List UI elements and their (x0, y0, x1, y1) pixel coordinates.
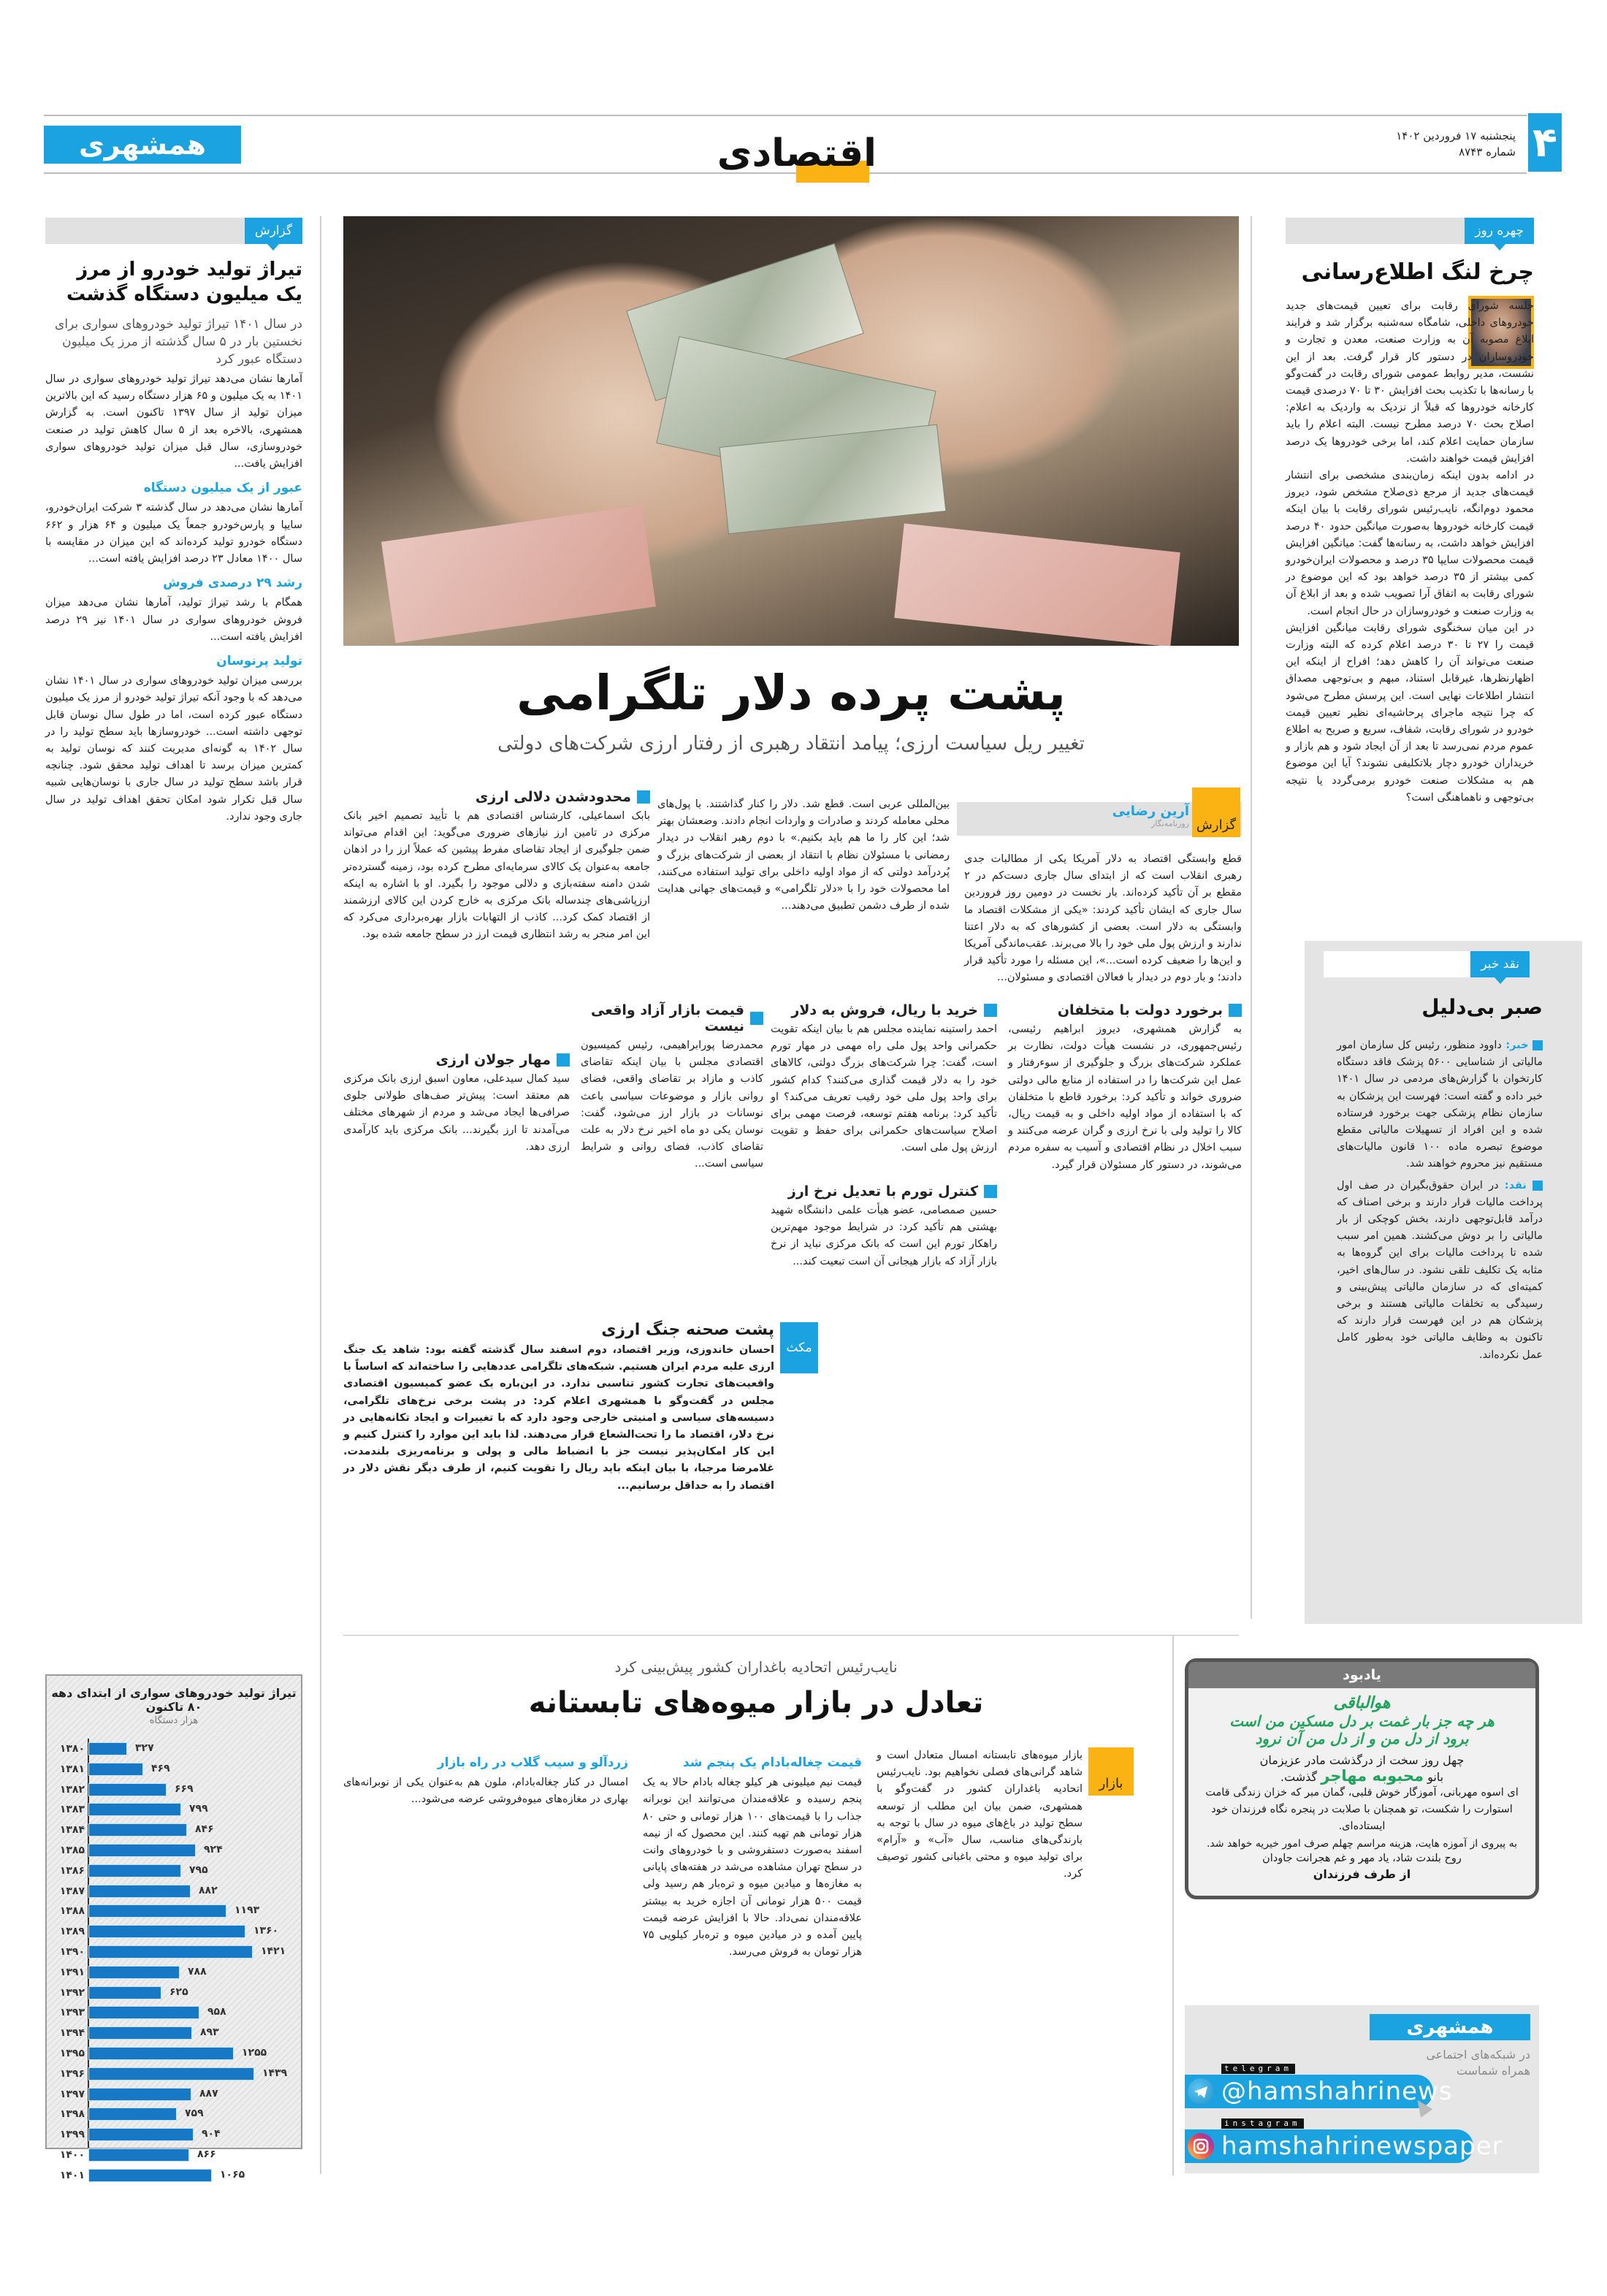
chart-bar (89, 1784, 166, 1796)
chart-bar-row (47, 1943, 301, 1964)
section-body: سید کمال سیدعلی، معاون اسبق ارزی بانک مرکزی هم معتقد است: پیش‌تر صف‌های طولانی جلوی صرافی‌ها ایجاد می‌شد و مردم از شهرهای مختلف می‌آمدند تا ارز بگیرند... بانک مرکزی باید کارآمدی ارزی دهد. (343, 1073, 570, 1153)
car-report-title: تیراژ تولید خودرو از مرز یک میلیون دستگاه گذشت (66, 259, 302, 305)
chart-bar (89, 1804, 180, 1815)
chart-value-label: ۱۴۳۹ (262, 2067, 288, 2079)
chart-value-label: ۱۰۶۵ (220, 2168, 245, 2181)
chart-category-label: ۱۳۸۵ (59, 1844, 85, 1856)
memorial-verse-1: هر چه جز بار غمت بر دل مسکین من است (1229, 1712, 1495, 1730)
chart-value-label: ۴۶۹ (151, 1762, 170, 1774)
chart-bar-row (47, 2146, 301, 2167)
section-heading: خرید با ریال، فروش به دلار (771, 1002, 997, 1018)
face-para-1: جلسه شورای رقابت برای تعیین قیمت‌های جدید خودروهای داخلی، شامگاه سه‌شنبه برگزار شد و فرایند ابلاغ مصوبه آن به وزارت صنعت، معدن و تجارت و خودروسازان در دستور کار قرار گرفت. بعد از این نشست، مدیر روابط عمومی شورای رقابت در گفت‌وگو با رسانه‌ها با تکذیب بحث افزایش ۳۰ تا ۷۰ درصدی قیمت کارخانه خودروها که قبلاً از نزدیک به واردیک به اعلام: اصلاح بحث ۷۰ درصد مطرح نیست. البته اعلام را باید سازمان حمایت اعلام کند، اما برخی خودروها یک درصد افزایش قیمت خواهند داشت. (1286, 300, 1534, 465)
telegram-link[interactable] (1185, 2075, 1453, 2108)
chart-bar (89, 1743, 126, 1755)
chart-bar (89, 1845, 195, 1856)
fruit-col2 (643, 1747, 862, 1961)
news-label: خبر: (1505, 1040, 1529, 1051)
chart-category-label: ۱۳۸۹ (59, 1926, 85, 1938)
chart-bar (89, 1763, 142, 1775)
chart-value-label: ۸۸۲ (199, 1884, 218, 1896)
chart-bar-row (47, 2086, 301, 2106)
chart-category-label: ۱۳۸۲ (59, 1783, 85, 1796)
chart-value-label: ۶۶۹ (175, 1782, 194, 1795)
car-report-intro: آمارها نشان می‌دهد تیراژ تولید خودروهای سواری در سال ۱۴۰۱ به یک میلیون و ۶۵ هزار دستگاه رسید که این بالاترین میزان تولید از سال ۱۳۹۷ تاکنون است. به گزارش همشهری، بالاخره بعد از ۵ سال کاهش تولید در صنعت خودروسازی، سال قبل میزان تولید خودروهای سواری افزایش یافت... (45, 373, 303, 470)
chart-bar (89, 2027, 191, 2039)
section-heading: برخورد دولت با متخلفان (1008, 1002, 1242, 1018)
instagram-icon (1188, 2133, 1214, 2159)
telegram-tag: telegram (1221, 2064, 1295, 2074)
news-critique-kicker-bar (1324, 951, 1530, 977)
bullet-square-icon (984, 1004, 997, 1017)
chart-category-label: ۱۳۸۸ (59, 1905, 85, 1918)
currency-war-title: پشت صحنه جنگ ارزی (601, 1321, 774, 1339)
chart-category-label: ۱۳۹۳ (59, 2007, 85, 2019)
fruit-col3 (343, 1747, 628, 1809)
instagram-link[interactable] (1185, 2129, 1503, 2163)
chart-category-label: ۱۳۸۴ (59, 1824, 85, 1837)
fruit-title: تعادل در بازار میوه‌های تابستانه (528, 1686, 984, 1720)
chart-bar (89, 2170, 211, 2181)
fruit-overline: نایب‌رئیس اتحادیه باغداران کشور پیش‌بینی کرد (614, 1658, 898, 1676)
section-inflation-control (771, 1183, 997, 1270)
chart-bar (89, 1865, 180, 1877)
divider-left (320, 216, 321, 2174)
face-of-day-kicker-bar (1286, 218, 1534, 244)
issue-number: شماره ۸۷۴۳ (1459, 145, 1516, 159)
chart-value-label: ۷۹۵ (189, 1864, 208, 1876)
critique-label: نقد: (1504, 1179, 1527, 1191)
chart-bar-row (47, 1821, 301, 1842)
car-subtext-2: همگام با رشد تیراژ تولید، آمارها نشان می‌دهد میزان فروش خودروهای سواری در سال ۱۴۰۱ نیز ۲۹ درصد افزایش یافته است... (45, 597, 302, 643)
car-report-body (45, 371, 302, 825)
currency-war-text: احسان خاندوزی، وزیر اقتصاد، دوم اسفند سال گذشته گفته بود: شاهد یک جنگ ارزی علیه مردم ایران هستیم. شبکه‌های تلگرامی عددهایی را ساخته‌اند که اساساً با واقعیت‌های تجارت کشور تناسبی ندارد. در این‌باره یک عضو کمیسیون اقتصادی مجلس در گفت‌وگو با همشهری اعلام کرد: در پشت برخی نرخ‌های تلگرامی، دسیسه‌های سیاسی و امنیتی خارجی وجود دارد که با تغییرات و ایجاد تکانه‌هایی در نرخ دلار، اقتصاد ما را تحت‌الشعاع قرار می‌دهند. لذا باید این موارد را کنترل کنیم و این کار امکان‌پذیر نیست جز با انضباط مالی و پولی و برنامه‌ریزی بلندمدت. غلامرضا مرجبا، با بیان اینکه باید ریال را تقویت کنیم، از طرف دیگر نقش دلار در اقتصاد را به حداقل برسانیم... (343, 1344, 774, 1492)
chart-bar-row (47, 1761, 301, 1781)
memorial-farewell: روح بلندت شاد، یاد مهر و غم هجرانت جاودان (1262, 1853, 1462, 1864)
fruit-subtext-2: امسال در کنار چغاله‌بادام، ملون هم به‌عنوان یکی از نوبرانه‌های بهاری در مغازه‌های میوه‌فروشی عرضه می‌شود... (343, 1777, 628, 1806)
section-government-action (1008, 1002, 1242, 1174)
chart-bar (89, 2068, 253, 2080)
page-number: ۴ (1528, 113, 1562, 172)
chart-value-label: ۸۹۳ (200, 2026, 219, 2039)
chart-value-label: ۷۹۹ (189, 1803, 208, 1815)
chart-bar-row (47, 2167, 301, 2187)
news-critique-title: صبر بی‌دلیل (1421, 995, 1543, 1019)
divider-fruit-right (1172, 1635, 1174, 2175)
social-media-box (1185, 2005, 1539, 2173)
chart-bar-row (47, 2065, 301, 2086)
section-heading: مهار جولان ارزی (343, 1052, 570, 1068)
telegram-handle: @hamshahrinews (1221, 2077, 1453, 2106)
car-report-kicker-bar (45, 218, 302, 244)
memorial-signature: از طرف فرزندان (1313, 1867, 1411, 1881)
chart-category-label: ۱۳۸۶ (59, 1864, 85, 1877)
section-body: احمد راستینه نماینده مجلس هم با بیان اینکه تقویت حکمرانی واحد پول ملی راه مهمی در مهار تورم است، گفت: چرا شرکت‌های بزرگ دولتی، کالاهای خود را به دلار قیمت گذاری می‌کنند؟ کدام کشور برای واحد پول ملی خود رقیب تعریف می‌کند؟ او تأکید کرد: برنامه هفتم توسعه، فرصت مهمی برای اصلاح سیاست‌های حکمرانی برای حفظ و تقویت ارزش پول ملی است. (771, 1023, 997, 1154)
chart-value-label: ۳۲۷ (135, 1742, 154, 1754)
currency-war-box (343, 1321, 774, 1495)
photo-banknotes-4 (381, 506, 656, 644)
chart-bar (89, 1905, 226, 1917)
chart-category-label: ۱۳۹۷ (59, 2088, 85, 2100)
photo-banknotes-5 (894, 523, 1180, 646)
chart-value-label: ۷۸۸ (188, 1965, 207, 1977)
chart-category-label: ۱۳۹۵ (59, 2047, 85, 2059)
section-logo (717, 131, 884, 184)
section-title: اقتصادی (717, 131, 877, 175)
chart-bar-row (47, 1862, 301, 1883)
chart-bar-row (47, 2105, 301, 2126)
chart-bar (89, 1987, 161, 1999)
car-subhead-1: عبور از یک میلیون دستگاه (143, 481, 302, 496)
fruit-subhead-1: قیمت چغاله‌بادام یک پنجم شد (682, 1755, 862, 1770)
memorial-paragraph: ای اسوه مهربانی، آموزگار خوش قلبی، گمان مبر که خزان زندگی قامت استوارت را شکست، تو همچنان با صلابت در پنجره نگاه فرزندان خود ایستاده‌ای. (1205, 1787, 1519, 1832)
news-paragraph (1337, 1037, 1543, 1173)
face-of-day-title: چرخ لنگ اطلاع‌رسانی (1301, 259, 1534, 285)
car-subhead-2: رشد ۲۹ درصدی فروش (163, 576, 302, 591)
chart-bar-row (47, 1740, 301, 1761)
chart-bar (89, 2048, 233, 2059)
chart-bar (89, 1824, 186, 1836)
main-intro-col2: بین‌المللی عربی است. قطع شد. دلار را کنار گذاشتند. با پول‌های محلی معامله کردند و صادرات و واردات انجام دادند. وضعشان بهتر شد؛ این کار را ما هم باید بکنیم.» با دوم رهبر انقلاب در دیدار رمضانی با مسئولان نظام با انتقاد از بعضی از شرکت‌های بزرگ و پُردرآمد دولتی که از مواد اولیه داخلی برای تولید استفاده می‌کنند، اما محصولات خود را با «دلار تلگرامی» و قیمت‌های جهانی هدایت شده از طرف دشمن تطبیق می‌دهند... (657, 798, 950, 912)
chart-category-label: ۱۳۹۸ (59, 2108, 85, 2121)
fruit-top-rule (343, 1635, 1239, 1636)
chart-category-label: ۱۳۸۱ (59, 1763, 85, 1775)
fruit-intro-text: بازار میوه‌های تابستانه امسال متعادل است و شاهد گرانی‌های فصلی نخواهیم بود. نایب‌رئیس اتحادیه باغداران کشور در گفت‌وگو با همشهری، ضمن بیان این مطلب از توسعه سطح تولید در باغ‌های میوه در سال با توجه به بارندگی‌های مناسب، سال «آب» و «آرام» برای تولید میوه و محتی باغبانی کشور توصیف کرد. (877, 1750, 1083, 1880)
chart-value-label: ۹۰۴ (202, 2128, 221, 2140)
instagram-handle: hamshahrinewspaper (1221, 2132, 1503, 2161)
chart-value-label: ۹۵۸ (207, 2006, 226, 2018)
chart-bar (89, 1946, 252, 1958)
face-para-2: در ادامه بدون اینکه زمان‌بندی مشخصی برای انتشار قیمت‌های جدید از مرجع ذی‌صلاح مشخص شود، دیروز محمود دوم‌انگه، نایب‌رئیس شورای رقابت با بیان اینکه قیمت کارخانه خودروها به‌صورت میانگین حدود ۴۰ درصد افزایش خواهد داشت، به رسانه‌ها گفت: میانگین افزایش قیمت محصولات سایپا ۳۵ درصد و محصولات ایران‌خودرو کمی بیشتر از ۳۵ درصد خواهد بود که این موضوع در شورای رقابت به اتفاق آرا تصویب شده و بعد از ابلاغ آن به وزارت صنعت و خودروسازان در حال انجام است. (1286, 470, 1535, 617)
news-critique-box (1305, 941, 1582, 1624)
chart-value-label: ۸۴۶ (195, 1823, 214, 1836)
bullet-square-icon (1229, 1004, 1242, 1017)
social-brand-logo[interactable]: همشهری (1370, 2014, 1530, 2040)
chart-bar-row (47, 1781, 301, 1801)
fruit-intro (877, 1747, 1083, 1883)
car-production-chart (45, 1674, 302, 2181)
chart-bar (89, 2108, 176, 2120)
chart-category-label: ۱۳۸۷ (59, 1885, 85, 1897)
chart-category-label: ۱۳۹۰ (59, 1945, 85, 1958)
section-body: حسین صمصامی، عضو هیأت علمی دانشگاه شهید بهشتی هم تأکید کرد: در شرایط موجود مهم‌ترین راهکار تورم این است که بانک مرکزی نباید از نرخ بازار آزاد که بازار هیجانی آن است تبعیت کند... (771, 1205, 997, 1267)
face-of-day-kicker: چهره روز (1465, 218, 1534, 244)
issue-date: پنجشنبه ۱۷ فروردین ۱۴۰۲ (1396, 129, 1516, 142)
brand-logo[interactable]: همشهری (44, 126, 241, 164)
memorial-header: یادبود (1188, 1662, 1535, 1688)
chart-category-label: ۱۳۹۹ (59, 2129, 85, 2141)
section-body: به گزارش همشهری، دیروز ابراهیم رئیسی، رئیس‌جمهوری، در نشست هیأت دولت، نظارت بر عملکرد شرکت‌های بزرگ و جلوگیری از سوءرفتار و عمل این شرکت‌ها را در استفاده از منابع مالی دولتی ضروری خواند و تأکید کرد: برخورد قاطع با متخلفان که با استفاده از مواد اولیه داخلی و به قیمت ریال، کالا را تولید ولی با نرخ ارزی و گران عرضه می‌کنند و سبب اخلال در نظام اقتصادی و آسیب به سفره مردم می‌شوند، در دستور کار مسئولان قرار گیرد. (1008, 1023, 1242, 1171)
chart-value-label: ۱۳۶۰ (253, 1925, 279, 1937)
bullet-square-icon (750, 1012, 763, 1025)
author-role: روزنامه‌نگار (1151, 819, 1189, 828)
chart-bars (47, 1740, 301, 2187)
section-heading: قیمت بازار آزاد واقعی نیست (581, 1002, 763, 1034)
critique-paragraph (1337, 1178, 1543, 1364)
chart-value-label: ۱۴۲۱ (261, 1945, 286, 1957)
social-tagline-2: همراه شماست (1456, 2064, 1530, 2078)
chart-value-label: ۸۶۶ (197, 2148, 216, 2160)
social-tagline-1: در شبکه‌های اجتماعی (1426, 2048, 1530, 2062)
chart-category-label: ۱۳۹۶ (59, 2067, 85, 2080)
chart-category-label: ۱۳۸۳ (59, 1804, 85, 1816)
market-label: بازار (1088, 1747, 1134, 1796)
chart-category-label: ۱۳۸۰ (59, 1743, 85, 1755)
chart-category-label: ۱۳۹۱ (59, 1966, 85, 1978)
chart-bar (89, 2007, 199, 2018)
chart-bar-row (47, 1964, 301, 1984)
author-block (1112, 804, 1189, 828)
car-report-kicker: گزارش (245, 218, 302, 244)
bullet-square-icon (557, 1053, 570, 1067)
chart-bar-row (47, 2004, 301, 2024)
chart-value-label: ۶۲۵ (169, 1986, 188, 1998)
bullet-square-icon (1532, 1040, 1543, 1050)
chart-value-label: ۱۲۵۵ (242, 2046, 267, 2059)
chart-category-label: ۱۴۰۱ (59, 2169, 85, 2181)
main-headline: پشت پرده دلار تلگرامی (516, 665, 1066, 721)
chart-bar-row (47, 1842, 301, 1862)
critique-text: در ایران حقوق‌بگیران در صف اول پرداخت مالیات قرار دارند و برخی اصناف که درآمد قابل‌توجهی دارند، بخش کوچکی از بار مالیاتی را بر دوش می‌کشند. همین امر سبب شده تا پرداخت مالیات برای این گروه‌ها به مثابه یک تکلیف تلقی نشود. در سال‌های اخیر، کمیته‌ای که در سازمان مالیاتی پیش‌بینی و رسیدگی به تخلفات مالیاتی هستند و برخی پزشکان هم در این فهرست قرار دارند که تاکنون به وظایف مالیاتی خود به‌طور کامل عمل نکرده‌اند. (1337, 1179, 1543, 1361)
news-critique-body (1337, 1037, 1543, 1364)
memorial-box (1185, 1658, 1539, 1899)
main-lead: تغییر ریل سیاست ارزی؛ پیامد انتقاد رهبری از رفتار ارزی شرکت‌های دولتی (497, 733, 1085, 755)
chart-bar (89, 2149, 188, 2161)
car-report-lead: در سال ۱۴۰۱ تیراژ تولید خودروهای سواری برای نخستین بار در ۵ سال گذشته از مرز یک میلیون دستگاه عبور کرد (55, 317, 302, 367)
face-para-3: در این میان سخنگوی شورای رقابت میانگین افزایش قیمت را ۲۷ تا ۳۰ درصد اعلام کرده که البته وزارت صنعت می‌تواند آن را کاهش دهد؛ افراح از اینکه این اظهارنظرها، غیرقابل استناد، مبهم و بی‌توجهی مصداق انتشار اطلاعات نهایی است. این پرسش مطرح می‌شود که چرا نتیجه ماجرای پرحاشیه‌ای نظیر تعیین قیمت خودرو در شورای رقابت، شفاف، سریع و صریح به اطلاع عموم مردم نمی‌رسد تا بعد از آن ایجاد شود و هم بازار و خریداران خودرو دچار بلاتکلیفی نشوند؟ آیا این موضوع هم به مشکلات صنعت خودرو برمی‌گردد یا نتیجه بی‌توجهی و ناهماهنگی است؟ (1286, 622, 1535, 804)
chart-title: تیراژ تولید خودروهای سواری از ابتدای دهه ۸۰ تاکنون (51, 1686, 297, 1714)
chart-bar-row (47, 2024, 301, 2045)
car-subtext-3: بررسی میزان تولید خودروهای سواری در سال ۱۴۰۱ نشان می‌دهد که با وجود آنکه تیراژ تولید خودرو از مرز یک میلیون دستگاه عبور کرده است، اما در طول سال نوسان قابل توجهی داشته است... خودروسازها باید سطح تولید را در سال ۱۴۰۲ به گونه‌ای مدیریت کنند که نوسان تولید به کمترین میزان برسد تا اهداف تولید محقق شود. چنانچه قرار باشد سطح تولید در سال جاری با نوسان‌هایی شبیه سال قبل تکرار شود امکان تحقق اهداف تولید در سال جاری وجود ندارد. (45, 675, 302, 823)
chart-bar (89, 1926, 245, 1937)
chart-bar (89, 1885, 190, 1897)
author-name: آرین رضایی (1112, 804, 1189, 819)
section-body: بابک اسماعیلی، کارشناس اقتصادی هم با تأیید تصمیم اخیر بانک مرکزی در تامین ارز نیازهای ضروری می‌گوید: این اقدام می‌تواند ضمن جلوگیری از ایجاد تقاضای مفرط پیشین که عملاً ارز را در اذهان جامعه به‌عنوان یک کالای سرمایه‌ای مطرح کرده بود، زمینه گسترده‌تر شدن دامنه سفته‌بازی و دلالی موجود را بگیرد. او با اشاره به اینکه ارزپاشی‌های چندساله بانک مرکزی به خارج کردن این کالای ارزشمند از اقتصاد کمک کرد... کاذب از التهابات بازار بهره‌برداری می‌کرد که این امر منجر به رشد انتظاری قیمت ارز در سطح جامعه شده بود. (343, 810, 650, 941)
memorial-line-1: چهل روز سخت از درگذشت مادر عزیزمان (1259, 1753, 1465, 1767)
chart-bar (89, 2089, 191, 2100)
chart-value-label: ۹۲۴ (204, 1843, 223, 1856)
face-of-day-body (1286, 298, 1534, 806)
chart-bar-row (47, 1883, 301, 1903)
header-top-rule (44, 115, 1527, 116)
instagram-tag: instagram (1221, 2118, 1304, 2129)
chart-subtitle: هزار دستگاه (149, 1715, 199, 1726)
main-intro-col1: قطع وابستگی اقتصاد به دلار آمریکا یکی از مطالبات جدی رهبری انقلاب است که از ابتدای سال جاری دست‌کم در ۲ مقطع بر آن تأکید کرده‌اند. بار نخست در دومین روز فروردین سال جاری که ایشان تأکید کردند: «یکی از مشکلات اقتصاد ما وابستگی به دلار است. بعضی از کشورهای که به دلار اعتنا ندارند و ارزش پول ملی خود را بالا می‌برند. عقب‌ماندگی آمریکا و این‌ها را ضعیف کرده است...»، این مسئله را مورد تأکید قرار دادند؛ و بار دوم در دیدار با فعالان اقتصادی و مسئولان... (964, 853, 1242, 984)
memorial-content (1188, 1688, 1535, 1887)
news-text: داوود منظور، رئیس کل سازمان امور مالیاتی از شناسایی ۵۶۰۰ پزشک فاقد دستگاه کارتخوان با گزارش‌های مردمی در سال ۱۴۰۱ خبر داده و گفته است: فهرست این پزشکان به سازمان نظام پزشکی جهت برخورد فرستاده شده و این افراد از تسهیلات مالیاتی مقطع موضوع تبصره ماده ۱۰۰ قانون مالیات‌های مستقیم نیز محروم خواهند شد. (1337, 1040, 1543, 1170)
bullet-square-icon (1532, 1181, 1543, 1191)
issue-info (1396, 128, 1516, 160)
news-critique-kicker: نقد خبر (1470, 951, 1530, 977)
section-heading: کنترل تورم با تعدیل نرخ ارز (771, 1183, 997, 1200)
bullet-square-icon (637, 790, 650, 804)
chart-value-label: ۱۱۹۳ (234, 1904, 260, 1917)
telegram-icon (1188, 2078, 1214, 2105)
memorial-invocation: هوالباقی (1333, 1694, 1391, 1712)
memorial-verse-2: برود از دل من و از دل من آن نرود (1255, 1730, 1469, 1747)
section-currency-control (343, 1052, 570, 1156)
chart-bar-row (47, 1984, 301, 2005)
chart-category-label: ۱۳۹۲ (59, 1986, 85, 1999)
section-limit-brokerage (343, 789, 650, 944)
memorial-line-2: بانو محبوبه مهاجر گذشت. (1280, 1767, 1444, 1785)
chart-value-label: ۷۵۹ (185, 2108, 204, 2120)
chart-bar-row (47, 2126, 301, 2146)
chart-bar-row (47, 1923, 301, 1943)
chart-category-label: ۱۴۰۰ (59, 2148, 85, 2161)
chart-bar-row (47, 2045, 301, 2065)
section-body: محمدرضا پورابراهیمی، رئیس کمیسیون اقتصادی مجلس با بیان اینکه تقاضای کاذب و مازاد بر تقاضای واقعی، فضای روانی بازار و موضوعات سیاسی باعث نوسانات در بازار ارز می‌شود، گفت: نوسان یکی دو ماه اخیر نرخ دلار به علت تقاضای کاذب، فضای روانی و شرایط سیاسی است... (581, 1040, 763, 1170)
car-subhead-3: تولید پرنوسان (216, 654, 302, 669)
section-heading: محدودشدن دلالی ارزی (343, 789, 650, 805)
bullet-square-icon (984, 1185, 997, 1198)
chart-bar (89, 2129, 193, 2140)
chart-category-label: ۱۳۹۴ (59, 2027, 85, 2040)
section-buy-rial-sell-dollar (771, 1002, 997, 1157)
car-subtext-1: آمارها نشان می‌دهد در سال گذشته ۳ شرکت ایران‌خودرو، سایپا و پارس‌خودرو جمعاً یک میلیون و ۶۴ هزار و ۶۶۲ دستگاه خودرو تولید کرده‌اند که این میزان در مقایسه با سال ۱۴۰۰ معادل ۲۳ درصد افزایش یافته است... (45, 502, 303, 565)
fruit-subhead-2: زردآلو و سیب گلاب در راه بازار (437, 1755, 628, 1770)
section-free-market-price (581, 1002, 763, 1173)
deceased-name: محبوبه مهاجر (1321, 1767, 1424, 1785)
report-label: گزارش (1192, 787, 1240, 837)
divider-right (1251, 216, 1252, 1619)
memorial-charity: به پیروی از آموزه هایت، هزینه مراسم چهلم صرف امور خیریه خواهد شد. (1206, 1838, 1518, 1850)
chart-bar-row (47, 1902, 301, 1923)
pause-label: مکث (780, 1322, 818, 1373)
lead-photo (343, 216, 1239, 646)
chart-value-label: ۸۸۷ (199, 2087, 218, 2099)
fruit-subtext-1: قیمت نیم میلیونی هر کیلو چغاله بادام حالا به یک پنجم رسیده و علاقه‌مندان می‌توانند این نوبرانه جذاب را با قیمت‌های ۱۰۰ هزار تومانی و حتی ۸۰ هزار تومانی هم تهیه کنند. این محصول که از نیمه اسفند به‌صورت دستفروشی و با خودروهای وانت در سطح تهران مشاهده می‌شد در هفته‌های پایانی به مغازه‌ها و میادین میوه و تره‌بار هم رسید ولی قیمت ۵۰۰ هزار تومانی آن اجازه خرید به بیشتر علاقه‌مندان نمی‌داد. حالا با افزایش عرضه قیمت پایین آمده و در میادین میوه و تره‌بار کیلویی ۷۵ هزار تومان به فروش می‌رسد. (643, 1777, 862, 1959)
chart-bar (89, 1967, 179, 1978)
chart-bar-row (47, 1801, 301, 1821)
